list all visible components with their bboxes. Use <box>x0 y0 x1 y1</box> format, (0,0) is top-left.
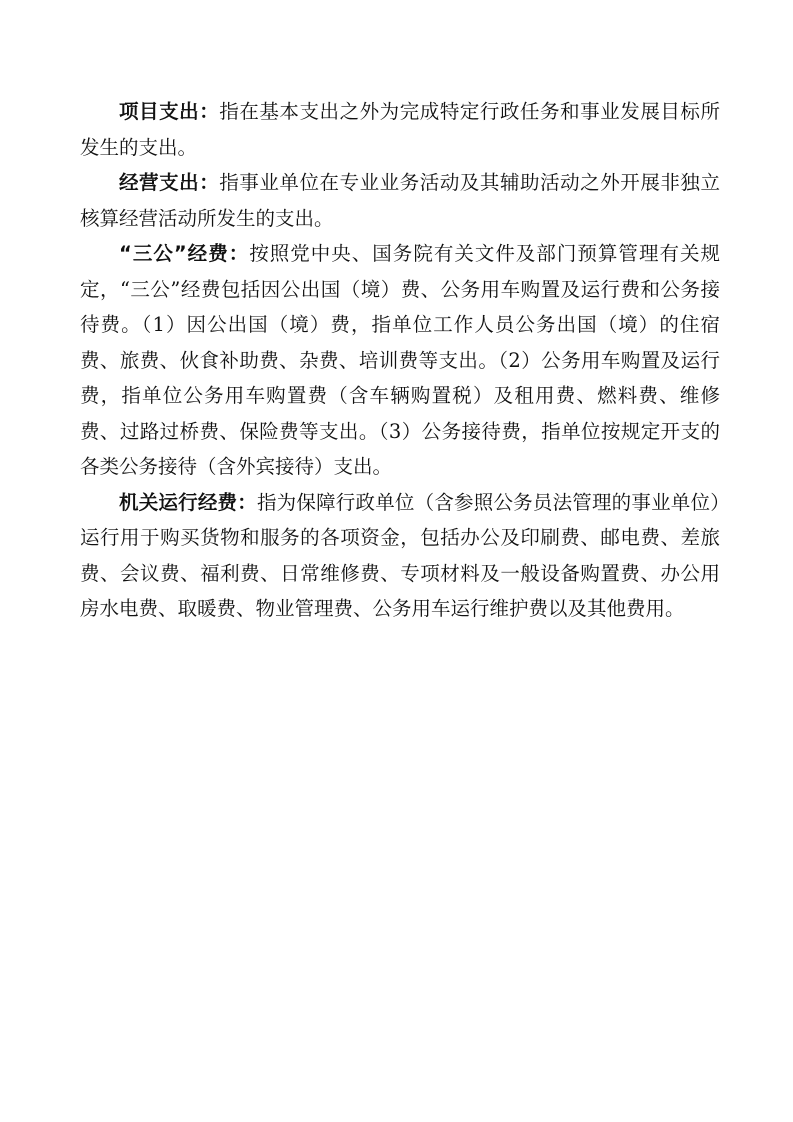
definition-agency-operating-funds: 指为保障行政单位（含参照公务员法管理的事业单位）运行用于购买货物和服务的各项资金，包括办公及印刷费、邮电费、差旅费、会议费、福利费、日常维修费、专项材料及一般设备购置费、办公用房水电费、取暖费、物业管理费、公务用车运行维护费以及其他费用。 <box>80 490 720 620</box>
term-three-public-expenses: “三公”经费： <box>119 242 250 265</box>
paragraph-agency-operating-funds <box>80 485 720 627</box>
definition-operating-expenditure: 指事业单位在专业业务活动及其辅助活动之外开展非独立核算经营活动所发生的支出。 <box>80 171 720 230</box>
term-operating-expenditure: 经营支出： <box>119 171 220 194</box>
definition-three-public-expenses: 按照党中央、国务院有关文件及部门预算管理有关规定，“三公”经费包括因公出国（境）费、公务用车购置及运行费和公务接待费。（1）因公出国（境）费，指单位工作人员公务出国（境）的住宿费、旅费、伙食补助费、杂费、培训费等支出。（2）公务用车购置及运行费，指单位公务用车购置费（含车辆购置税）及租用费、燃料费、维修费、过路过桥费、保险费等支出。（3）公务接待费，指单位按规定开支的各类公务接待（含外宾接待）支出。 <box>80 242 720 478</box>
paragraph-operating-expenditure <box>80 165 720 236</box>
definition-project-expenditure: 指在基本支出之外为完成特定行政任务和事业发展目标所发生的支出。 <box>80 100 720 159</box>
document-body <box>80 94 720 627</box>
paragraph-project-expenditure <box>80 94 720 165</box>
term-project-expenditure: 项目支出： <box>119 100 220 123</box>
paragraph-three-public-expenses <box>80 236 720 485</box>
term-agency-operating-funds: 机关运行经费： <box>119 490 257 514</box>
